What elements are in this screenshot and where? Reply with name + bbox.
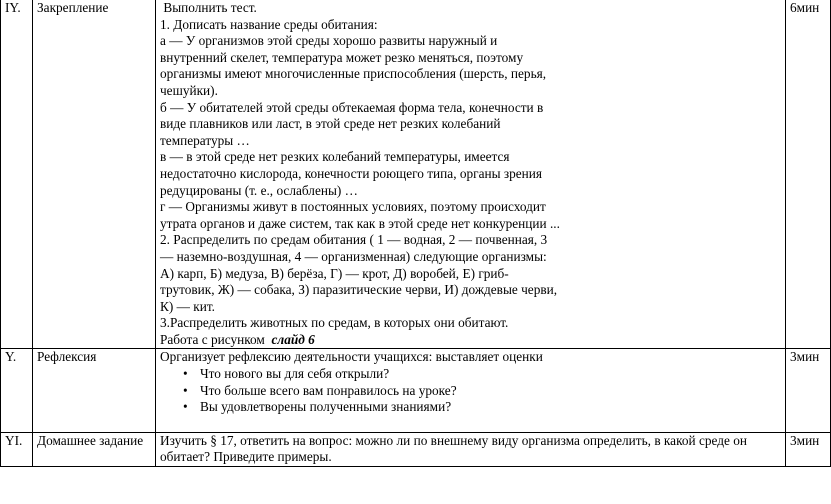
list-item bbox=[160, 399, 781, 416]
stage-name: Закрепление bbox=[33, 0, 156, 349]
task-line: температуры … bbox=[160, 132, 250, 148]
figure-line-text: Работа с рисунком bbox=[160, 331, 272, 347]
task-line: редуцированы (т. е., ослаблены) … bbox=[160, 182, 358, 198]
question-text: Вы удовлетворены полученными знаниями? bbox=[200, 399, 452, 415]
row-number: IY. bbox=[1, 0, 33, 349]
task-line: внутренний скелет, температура может резко меняться, поэтому bbox=[160, 49, 524, 65]
task-line: 1. Дописать название среды обитания: bbox=[160, 16, 378, 32]
duration: 3мин bbox=[786, 432, 831, 466]
homework-line: обитает? Приведите примеры. bbox=[160, 449, 332, 465]
task-line: А) карп, Б) медуза, В) берёза, Г) — крот, Д) воробей, Е) гриб- bbox=[160, 265, 509, 281]
row-number: YI. bbox=[1, 432, 33, 466]
duration: 6мин bbox=[786, 0, 831, 349]
task-line: трутовик, Ж) — собака, З) паразитические черви, И) дождевые черви, bbox=[160, 282, 558, 298]
task-line: недостаточно кислорода, конечности роющего типа, органы зрения bbox=[160, 165, 543, 181]
task-line: — наземно-воздушная, 4 — организменная) следующие организмы: bbox=[160, 248, 547, 264]
figure-line bbox=[160, 332, 781, 349]
activity-cell bbox=[156, 0, 786, 349]
row-number: Y. bbox=[1, 349, 33, 432]
task-line: Выполнить тест. bbox=[160, 0, 257, 15]
question-list bbox=[160, 366, 781, 416]
task-line: в — в этой среде нет резких колебаний температуры, имеется bbox=[160, 149, 510, 165]
task-line: 3.Распределить животных по средам, в которых они обитают. bbox=[160, 315, 509, 331]
question-text: Что больше всего вам понравилось на уроке? bbox=[200, 382, 457, 398]
reflection-intro: Организует рефлексию деятельности учащихся: выставляет оценки bbox=[160, 349, 543, 365]
slide-reference: слайд 6 bbox=[271, 331, 315, 347]
activity-cell bbox=[156, 349, 786, 432]
table-row-reflection bbox=[1, 349, 831, 432]
task-line: К) — кит. bbox=[160, 298, 215, 314]
task-line: 2. Распределить по средам обитания ( 1 — водная, 2 — почвенная, 3 bbox=[160, 232, 548, 248]
task-line: б — У обитателей этой среды обтекаемая форма тела, конечности в bbox=[160, 99, 544, 115]
homework-line: Изучить § 17, ответить на вопрос: можно ли по внешнему виду организма определить, в какой среде он bbox=[160, 432, 747, 448]
task-line: чешуйки). bbox=[160, 82, 218, 98]
list-item bbox=[160, 366, 781, 383]
bullet-icon: • bbox=[183, 399, 188, 415]
bullet-icon: • bbox=[183, 366, 188, 382]
spacer bbox=[160, 416, 781, 432]
task-line: а — У организмов этой среды хорошо развиты наружный и bbox=[160, 33, 498, 49]
table-row-consolidation bbox=[1, 0, 831, 349]
stage-name: Рефлексия bbox=[33, 349, 156, 432]
list-item bbox=[160, 383, 781, 400]
task-line: г — Организмы живут в постоянных условиях, поэтому происходит bbox=[160, 199, 546, 215]
stage-name: Домашнее задание bbox=[33, 432, 156, 466]
task-line: организмы имеют многочисленные приспособления (шерсть, перья, bbox=[160, 66, 547, 82]
bullet-icon: • bbox=[183, 382, 188, 398]
task-line: утрата органов и даже систем, так как в этой среде нет конкуренции ... bbox=[160, 215, 560, 231]
task-line: виде плавников или ласт, в этой среде нет резких колебаний bbox=[160, 116, 501, 132]
activity-cell bbox=[156, 432, 786, 466]
table-row-homework bbox=[1, 432, 831, 466]
question-text: Что нового вы для себя открыли? bbox=[200, 366, 390, 382]
duration: 3мин bbox=[786, 349, 831, 432]
